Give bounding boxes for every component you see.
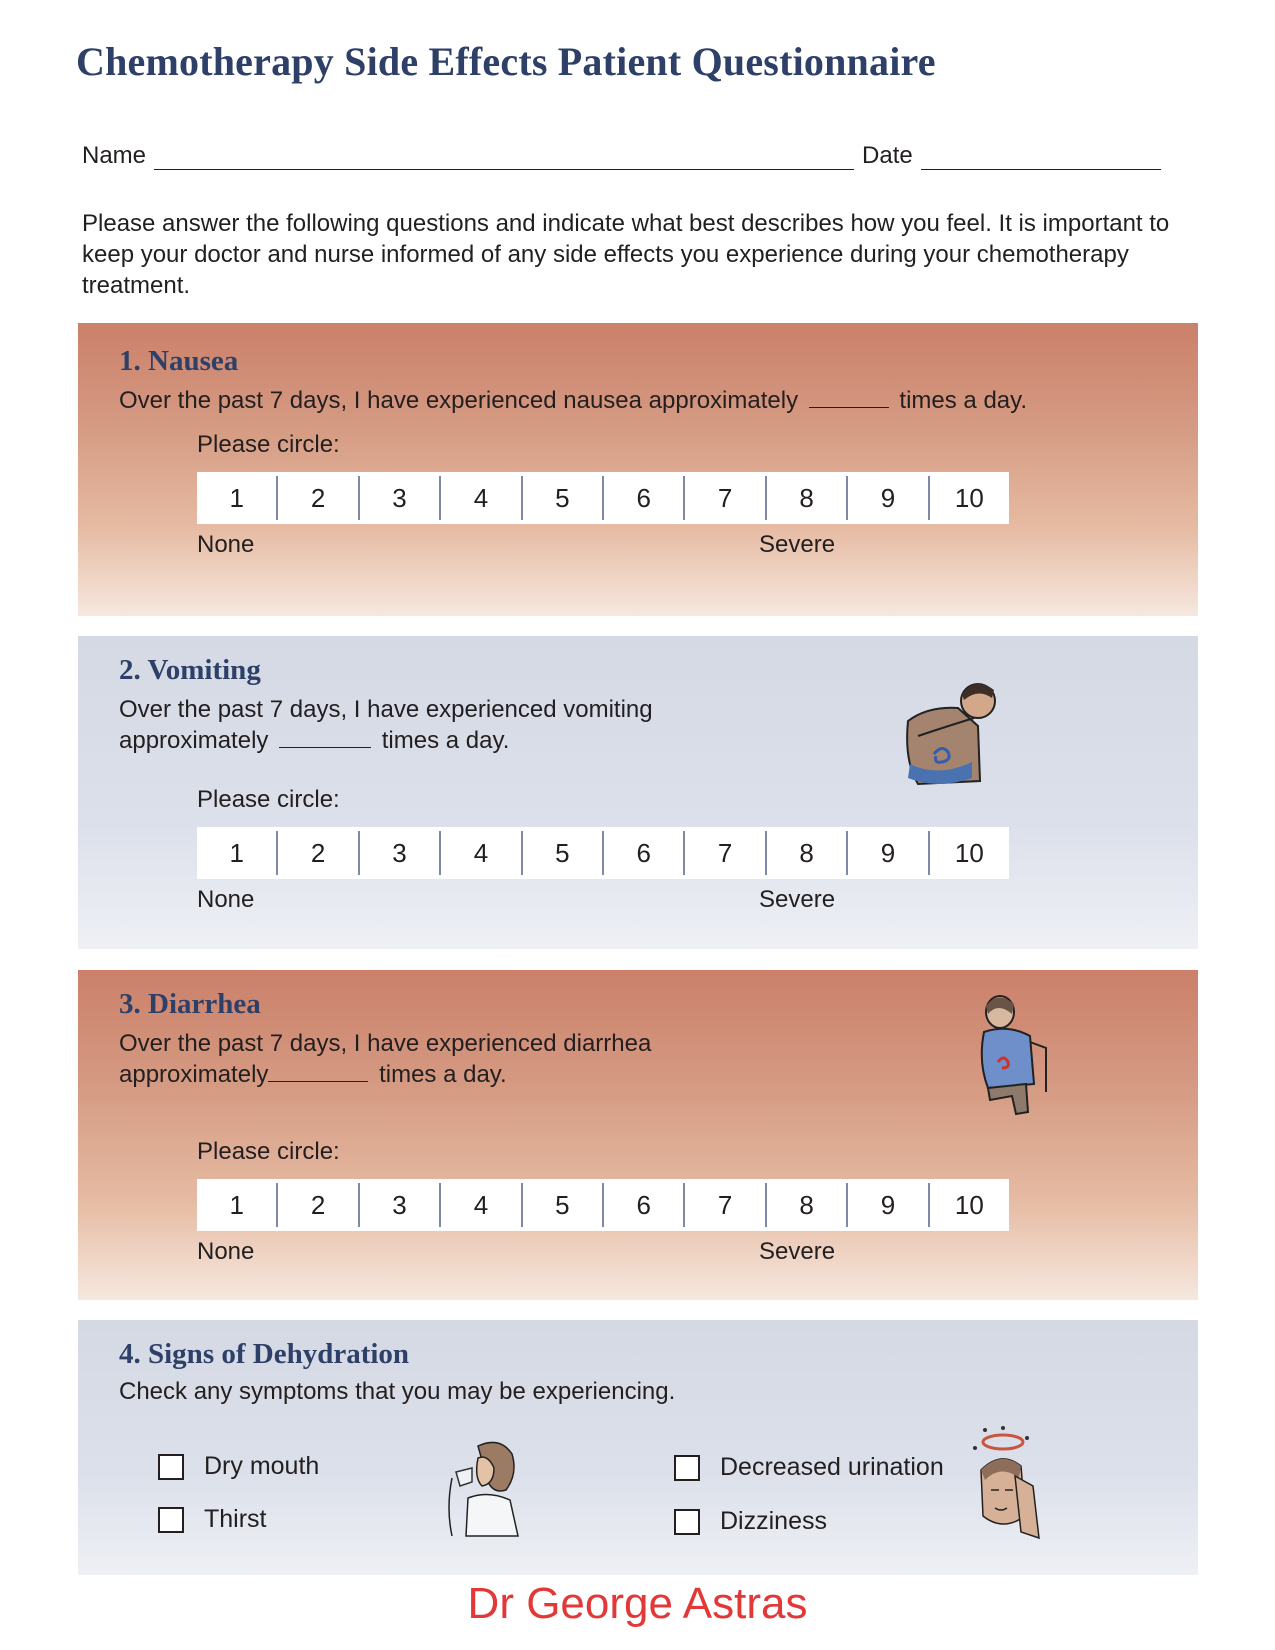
scale-option-6[interactable]: 6 <box>602 831 683 875</box>
scale-option-6[interactable]: 6 <box>602 476 683 520</box>
checkbox-thirst[interactable] <box>158 1505 267 1534</box>
scale-option-9[interactable]: 9 <box>846 1183 927 1227</box>
question-line-end: times a day. <box>381 727 510 754</box>
date-field[interactable] <box>921 145 1161 170</box>
scale-option-9[interactable]: 9 <box>846 476 927 520</box>
scale-option-7[interactable]: 7 <box>683 831 764 875</box>
checkbox[interactable] <box>158 1454 184 1480</box>
scale-option-6[interactable]: 6 <box>602 1183 683 1227</box>
question-line-end: times a day. <box>379 1061 507 1088</box>
intro-text: Please answer the following questions and indicate what best describes how you feel. It is important to keep your doctor and nurse informed of any side effects you experience during your chemotherapy treatment. <box>82 210 1170 299</box>
section-vomiting <box>78 636 1198 949</box>
stomach-ache-person-icon <box>968 992 1058 1122</box>
question-line-end: times a day. <box>899 387 1028 414</box>
none-label: None <box>197 886 255 913</box>
section-title: 4. Signs of Dehydration <box>119 1338 410 1370</box>
question-text <box>119 694 653 756</box>
none-label: None <box>197 1238 255 1265</box>
please-circle-label: Please circle: <box>197 1138 340 1165</box>
question-line: Over the past 7 days, I have experienced nausea approximately <box>119 387 799 414</box>
scale-option-3[interactable]: 3 <box>358 476 439 520</box>
checkbox-label: Dry mouth <box>204 1452 320 1480</box>
severity-scale <box>197 472 1009 524</box>
scale-option-5[interactable]: 5 <box>521 476 602 520</box>
section-dehydration <box>78 1320 1198 1575</box>
checkbox[interactable] <box>674 1509 700 1535</box>
severe-label: Severe <box>759 886 836 913</box>
section-title: 1. Nausea <box>119 345 239 377</box>
question-line: Over the past 7 days, I have experienced diarrhea <box>119 1030 652 1057</box>
watermark-text: Dr George Astras <box>467 1579 808 1628</box>
scale-option-7[interactable]: 7 <box>683 1183 764 1227</box>
question-line-2: approximately <box>119 1061 269 1088</box>
section-diarrhea <box>78 970 1198 1300</box>
checkbox-dizziness[interactable] <box>674 1507 827 1536</box>
scale-option-4[interactable]: 4 <box>439 831 520 875</box>
times-field[interactable] <box>268 1061 368 1082</box>
name-label: Name <box>82 142 147 169</box>
question-line-2: approximately <box>119 727 269 754</box>
checkbox-label: Thirst <box>204 1505 267 1533</box>
scale-option-1[interactable]: 1 <box>229 837 244 868</box>
scale-option-1[interactable]: 1 <box>229 1189 244 1220</box>
severe-label: Severe <box>759 531 836 558</box>
page-title: Chemotherapy Side Effects Patient Questionnaire <box>76 39 936 84</box>
scale-option-10[interactable]: 10 <box>928 476 1009 520</box>
scale-option-2[interactable]: 2 <box>276 831 357 875</box>
checkbox-dry-mouth[interactable] <box>158 1452 319 1481</box>
checkbox-decreased-urination[interactable] <box>674 1453 944 1482</box>
scale-option-8[interactable]: 8 <box>765 831 846 875</box>
dizzy-man-icon <box>963 1420 1043 1545</box>
checkbox-label: Decreased urination <box>720 1453 944 1481</box>
checkbox[interactable] <box>158 1507 184 1533</box>
severe-label: Severe <box>759 1238 836 1265</box>
question-text <box>119 385 1027 416</box>
date-label: Date <box>862 142 913 169</box>
vomiting-man-icon <box>898 666 1008 791</box>
section-title: 2. Vomiting <box>119 654 261 686</box>
times-field[interactable] <box>809 387 889 408</box>
severity-scale <box>197 827 1009 879</box>
question-line: Over the past 7 days, I have experienced vomiting <box>119 696 653 723</box>
name-field[interactable] <box>154 145 854 170</box>
section-title: 3. Diarrhea <box>119 988 261 1020</box>
name-date-row <box>82 142 1169 170</box>
scale-option-5[interactable]: 5 <box>521 1183 602 1227</box>
scale-option-10[interactable]: 10 <box>928 1183 1009 1227</box>
none-label: None <box>197 531 255 558</box>
scale-option-2[interactable]: 2 <box>276 1183 357 1227</box>
section-nausea <box>78 323 1198 616</box>
scale-option-1[interactable]: 1 <box>229 482 244 513</box>
checkbox[interactable] <box>674 1455 700 1481</box>
scale-option-8[interactable]: 8 <box>765 476 846 520</box>
question-text <box>119 1028 651 1090</box>
please-circle-label: Please circle: <box>197 786 340 813</box>
scale-option-9[interactable]: 9 <box>846 831 927 875</box>
scale-option-8[interactable]: 8 <box>765 1183 846 1227</box>
scale-option-5[interactable]: 5 <box>521 831 602 875</box>
scale-option-10[interactable]: 10 <box>928 831 1009 875</box>
scale-option-2[interactable]: 2 <box>276 476 357 520</box>
checkbox-label: Dizziness <box>720 1507 827 1535</box>
scale-option-3[interactable]: 3 <box>358 1183 439 1227</box>
drinking-woman-icon <box>438 1438 528 1538</box>
times-field[interactable] <box>279 727 371 748</box>
severity-scale <box>197 1179 1009 1231</box>
instruction-text: Check any symptoms that you may be experiencing. <box>119 1378 676 1405</box>
scale-option-4[interactable]: 4 <box>439 476 520 520</box>
scale-option-7[interactable]: 7 <box>683 476 764 520</box>
please-circle-label: Please circle: <box>197 431 340 458</box>
scale-option-3[interactable]: 3 <box>358 831 439 875</box>
scale-option-4[interactable]: 4 <box>439 1183 520 1227</box>
